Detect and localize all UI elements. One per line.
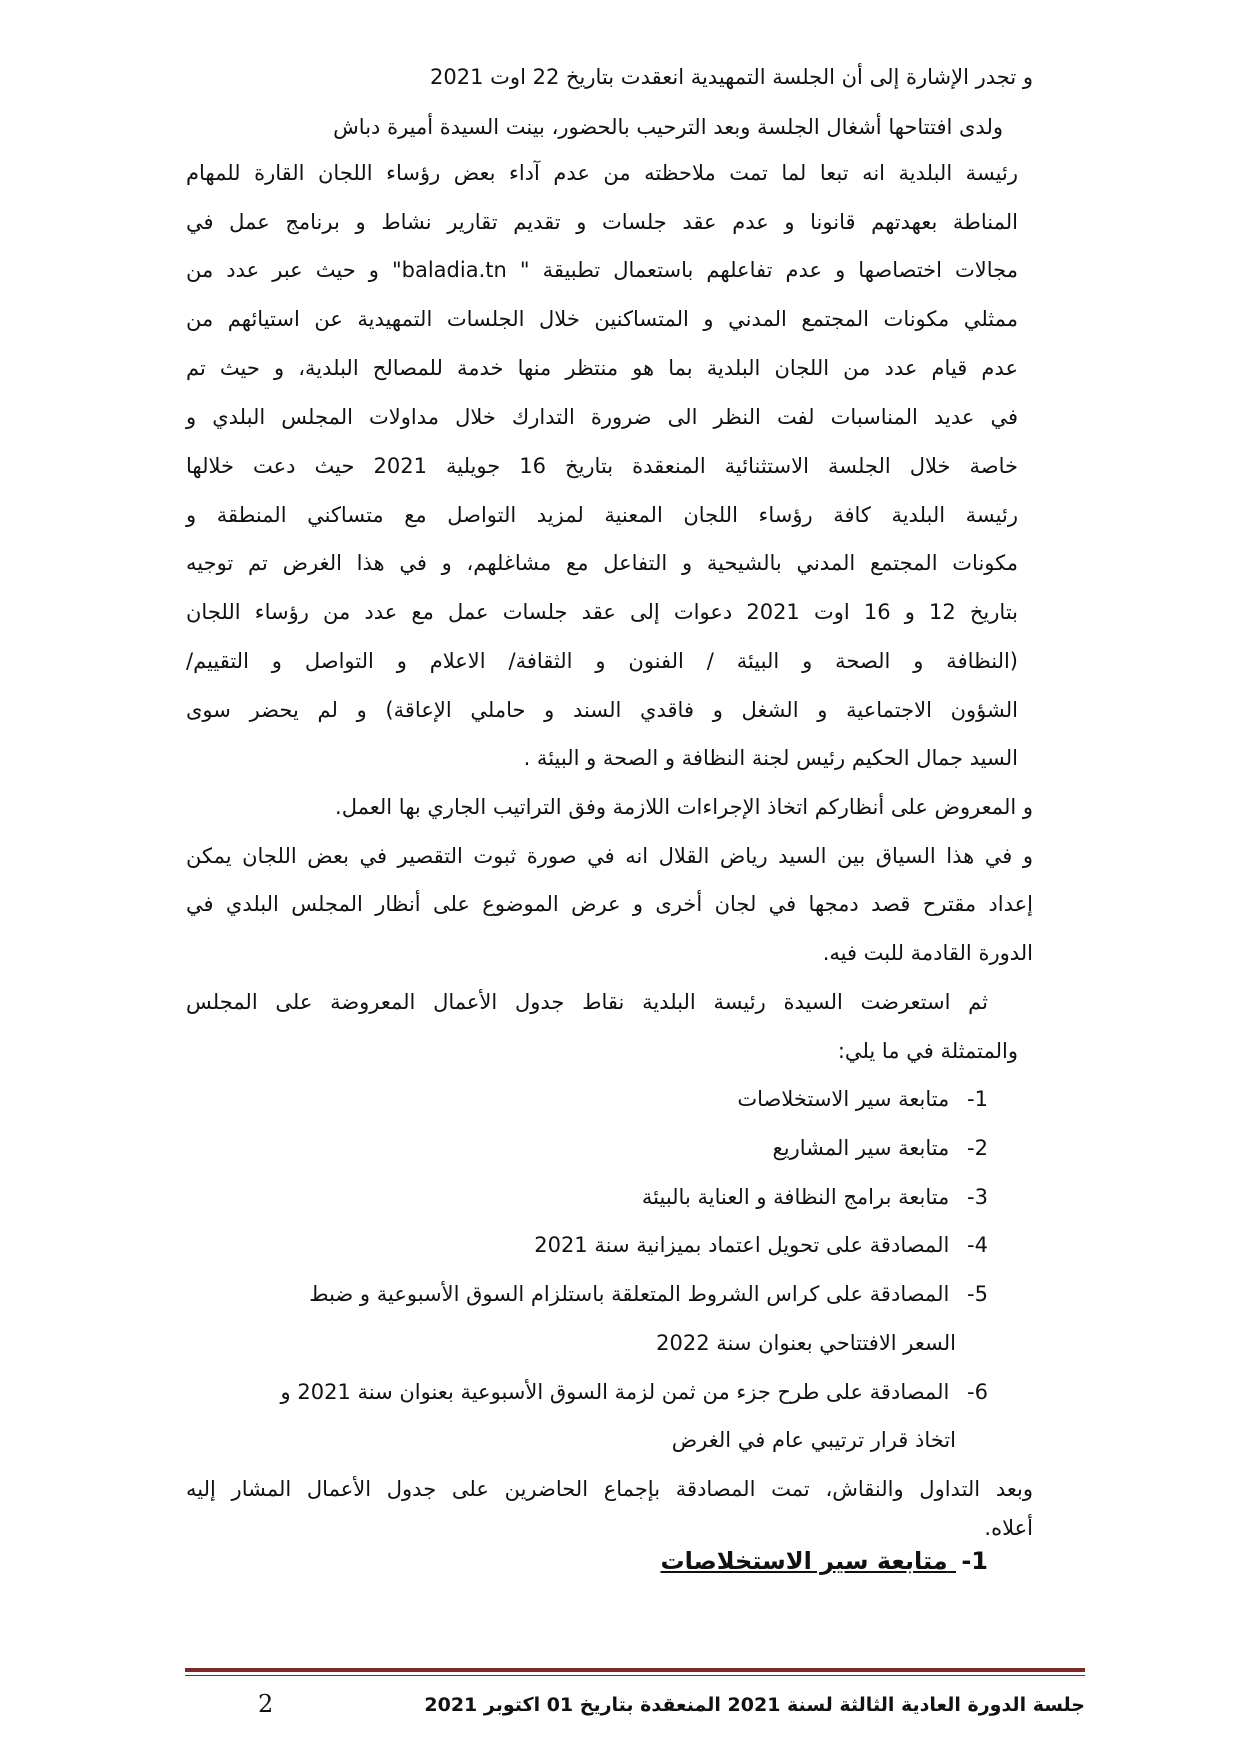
paragraph-line: مكونات المجتمع المدني بالشيحية و التفاعل مع مشاغلهم، و في هذا الغرض تم توجيه [186, 551, 1018, 575]
paragraph-line: ثم استعرضت السيدة رئيسة البلدية نقاط جدول الأعمال المعروضة على المجلس [186, 990, 988, 1014]
agenda-item [737, 1084, 988, 1114]
paragraph-line: (النظافة و الصحة و البيئة / الفنون و الثقافة/ الاعلام و التواصل و التقييم/ [186, 649, 1018, 673]
agenda-item [642, 1182, 988, 1212]
paragraph-line: في عديد المناسبات لفت النظر الى ضرورة التدارك خلال مداولات المجلس البلدي و [186, 405, 1018, 429]
agenda-item-number: 2- [967, 1136, 988, 1160]
paragraph-line: أعلاه. [984, 1516, 1033, 1540]
agenda-item-number: 5- [967, 1282, 988, 1306]
agenda-item [773, 1133, 988, 1163]
footer-title: جلسة الدورة العادية الثالثة لسنة 2021 المنعقدة بتاريخ 01 اكتوبر 2021 [424, 1694, 1085, 1716]
footer-rule-thick [185, 1668, 1085, 1672]
agenda-item-number: 3- [967, 1185, 988, 1209]
paragraph-line: إعداد مقترح قصد دمجها في لجان أخرى و عرض الموضوع على أنظار المجلس البلدي في [186, 892, 1033, 916]
agenda-item [281, 1377, 988, 1407]
agenda-item-text: متابعة سير الاستخلاصات [737, 1087, 950, 1111]
agenda-item-number: 6- [967, 1380, 988, 1404]
paragraph-line: المناطة بعهدتهم قانونا و عدم عقد جلسات و تقديم تقارير نشاط و برنامج عمل في [186, 210, 1018, 234]
agenda-item-text: المصادقة على تحويل اعتماد بميزانية سنة 2021 [534, 1233, 950, 1257]
section-heading [660, 1544, 988, 1578]
paragraph-line: و تجدر الإشارة إلى أن الجلسة التمهيدية انعقدت بتاريخ 22 اوت 2021 [430, 65, 1033, 89]
agenda-item-continuation: السعر الافتتاحي بعنوان سنة 2022 [656, 1331, 956, 1355]
paragraph-line: و المعروض على أنظاركم اتخاذ الإجراءات اللازمة وفق التراتيب الجاري بها العمل. [335, 795, 1033, 819]
paragraph-line: الدورة القادمة للبت فيه. [822, 941, 1033, 965]
paragraph-line: خاصة خلال الجلسة الاستثنائية المنعقدة بتاريخ 16 جويلية 2021 حيث دعت خلالها [186, 454, 1018, 478]
agenda-item-text: متابعة سير المشاريع [772, 1136, 950, 1160]
paragraph-line: و في هذا السياق بين السيد رياض القلال انه في صورة ثبوت التقصير في بعض اللجان يمكن [186, 844, 1033, 868]
paragraph-line: وبعد التداول والنقاش، تمت المصادقة بإجماع الحاضرين على جدول الأعمال المشار إليه [186, 1477, 1033, 1501]
section-heading-number: 1- [961, 1547, 988, 1575]
paragraph-line: رئيسة البلدية انه تبعا لما تمت ملاحظته من عدم آداء بعض رؤساء اللجان القارة للمهام [186, 161, 1018, 185]
agenda-item-text: المصادقة على طرح جزء من ثمن لزمة السوق الأسبوعية بعنوان سنة 2021 و [280, 1380, 950, 1404]
agenda-item-text: متابعة برامج النظافة و العناية بالبيئة [641, 1185, 950, 1209]
agenda-item-number: 4- [967, 1233, 988, 1257]
agenda-item-number: 1- [967, 1087, 988, 1111]
footer-rule-thin [185, 1675, 1085, 1676]
agenda-item-continuation: اتخاذ قرار ترتيبي عام في الغرض [671, 1428, 956, 1452]
paragraph-line: عدم قيام عدد من اللجان البلدية بما هو منتظر منها خدمة للمصالح البلدية، و حيث تم [186, 356, 1018, 380]
paragraph-line: ممثلي مكونات المجتمع المدني و المتساكنين خلال الجلسات التمهيدية عن استيائهم من [186, 307, 1018, 331]
paragraph-line: والمتمثلة في ما يلي: [837, 1039, 1018, 1063]
paragraph-line: مجالات اختصاصها و عدم تفاعلهم باستعمال تطبيقة " baladia.tn" و حيث عبر عدد من [186, 258, 1018, 282]
section-heading-text: متابعة سير الاستخلاصات [660, 1547, 948, 1575]
agenda-item [534, 1230, 988, 1260]
agenda-item-text: المصادقة على كراس الشروط المتعلقة باستلزام السوق الأسبوعية و ضبط [309, 1282, 950, 1306]
paragraph-line: ولدى افتتاحها أشغال الجلسة وبعد الترحيب بالحضور، بينت السيدة أميرة دباش [333, 115, 1003, 139]
paragraph-line: السيد جمال الحكيم رئيس لجنة النظافة و الصحة و البيئة . [523, 746, 1018, 770]
page-number: 2 [258, 1690, 274, 1718]
agenda-item [309, 1279, 988, 1309]
paragraph-line: رئيسة البلدية كافة رؤساء اللجان المعنية لمزيد التواصل مع متساكني المنطقة و [186, 503, 1018, 527]
paragraph-line: الشؤون الاجتماعية و الشغل و فاقدي السند و حاملي الإعاقة) و لم يحضر سوى [186, 698, 1018, 722]
paragraph-line: بتاريخ 12 و 16 اوت 2021 دعوات إلى عقد جلسات عمل مع عدد من رؤساء اللجان [186, 600, 1018, 624]
